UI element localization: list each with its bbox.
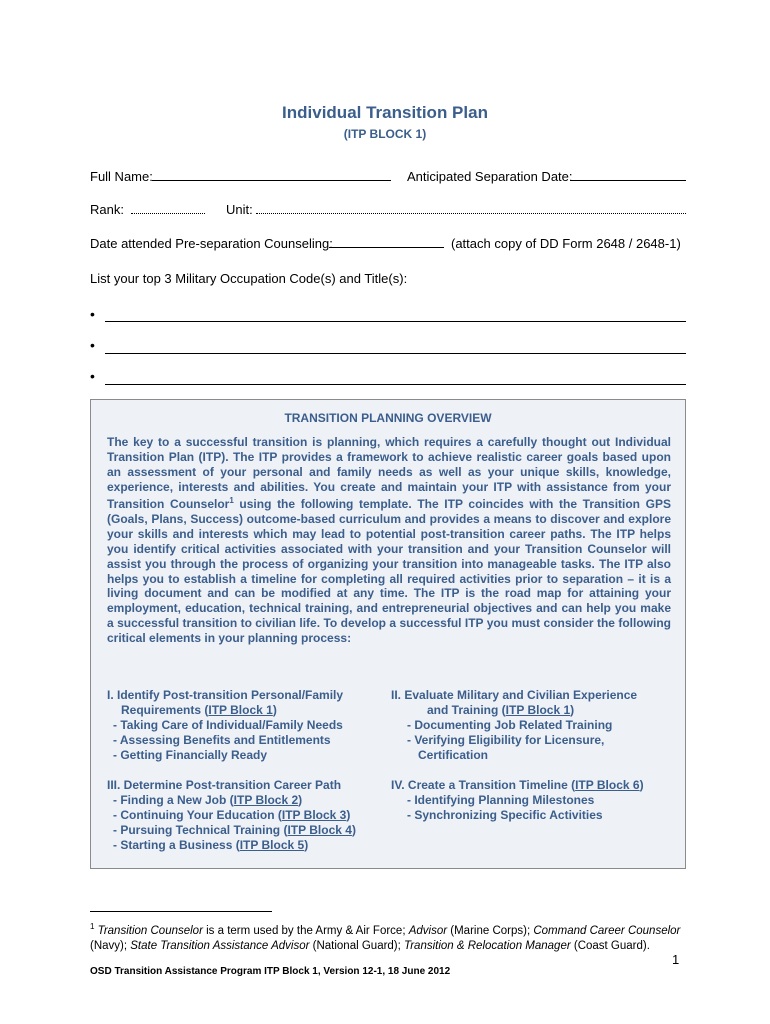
section-2-heading: II. Evaluate Military and Civilian Experience [391, 688, 638, 702]
overview-text-2: using the following template. The ITP coincides with the Transition GPS (Goals, Plans, Success) outcome-based curriculum and provides a means to discover and explore your skills and interests which may lead to potential post-transition career paths. The ITP helps you identify critical activities associated with your transition and your Transition Counselor will assist you through the process of organizing your transition into manageable tasks. The ITP also helps you to establish a timeline for completing all required activities prior to separation – it is a living document and can be modified at any time. The ITP is the road map for attaining your employment, education, technical training, and entrepreneurial objectives and can help you make a successful transition to civilian life. To develop a successful ITP you must consider the following critical elements in your planning process: [107, 497, 671, 645]
footnote-text: (Marine Corps); [447, 924, 534, 937]
section-1-heading-cont: Requirements ( [121, 703, 209, 717]
section-3-item: - Starting a Business ( [113, 838, 240, 852]
section-1-item: - Assessing Benefits and Entitlements [113, 733, 331, 747]
itp-block-2-link[interactable]: ITP Block 2 [233, 793, 299, 807]
moc-label: List your top 3 Military Occupation Code(s) and Title(s): [90, 271, 408, 286]
paren-close: ) [272, 703, 277, 717]
moc-field-3[interactable] [105, 384, 686, 385]
section-3-item: - Finding a New Job ( [113, 793, 234, 807]
counseling-label: Date attended Pre-separation Counseling: [90, 236, 333, 251]
section-4 [391, 778, 644, 823]
full-name-field[interactable] [152, 180, 391, 181]
overview-title: TRANSITION PLANNING OVERVIEW [284, 411, 492, 425]
separation-date-field[interactable] [570, 180, 686, 181]
bullet-2: • [90, 337, 95, 353]
overview-box [90, 399, 686, 869]
overview-text-1: The key to a successful transition is planning, which requires a carefully thought out Individual Transition Plan (ITP). The ITP provides a framework to achieve realistic career goals based upon an assessment of your personal and family needs as well as your unique skills, knowledge, experience, interests and abilities. You create and maintain your ITP with assistance from your Transition Counselor [107, 435, 671, 512]
section-2-heading-cont: and Training ( [427, 703, 506, 717]
footnote-text: (National Guard); [309, 939, 405, 952]
section-1 [107, 688, 343, 763]
unit-label: Unit: [226, 202, 253, 217]
unit-field[interactable] [256, 213, 686, 214]
paren-close: ) [346, 808, 351, 822]
moc-field-1[interactable] [105, 321, 686, 322]
overview-paragraph [107, 435, 671, 646]
footnote-term: Transition & Relocation Manager [404, 939, 571, 952]
section-1-heading: I. Identify Post-transition Personal/Family [107, 688, 344, 702]
paren-close: ) [570, 703, 575, 717]
page-title: Individual Transition Plan [282, 103, 488, 122]
footnote-term: Transition Counselor [97, 924, 203, 937]
attach-note: (attach copy of DD Form 2648 / 2648-1) [451, 236, 681, 251]
section-4-heading: IV. Create a Transition Timeline ( [391, 778, 576, 792]
itp-block-1-link[interactable]: ITP Block 1 [208, 703, 273, 717]
section-2-item: - Verifying Eligibility for Licensure, [407, 733, 605, 747]
section-2 [391, 688, 637, 763]
footnote [90, 919, 690, 954]
section-1-item: - Taking Care of Individual/Family Needs [113, 718, 343, 732]
paren-close: ) [351, 823, 356, 837]
itp-block-5-link[interactable]: ITP Block 5 [239, 838, 305, 852]
footnote-term: Advisor [408, 924, 448, 937]
paren-close: ) [298, 793, 303, 807]
section-2-item-cont: Certification [418, 748, 489, 762]
footnote-text: (Coast Guard). [570, 939, 650, 952]
itp-block-3-link[interactable]: ITP Block 3 [281, 808, 347, 822]
itp-block-6-link[interactable]: ITP Block 6 [575, 778, 640, 792]
footnote-ref: 1 [229, 496, 234, 506]
paren-close: ) [639, 778, 644, 792]
section-4-item: - Synchronizing Specific Activities [407, 808, 603, 822]
footnote-text: is a term used by the Army & Air Force; [202, 924, 409, 937]
page-number: 1 [672, 952, 680, 967]
bullet-1: • [90, 306, 95, 322]
rank-field[interactable] [131, 213, 205, 214]
section-2-item: - Documenting Job Related Training [407, 718, 613, 732]
footnote-text: (Navy); [90, 939, 131, 952]
rank-label: Rank: [90, 202, 124, 217]
section-3 [107, 778, 356, 853]
separation-date-label: Anticipated Separation Date: [407, 169, 573, 184]
footnote-mark: 1 [90, 922, 95, 931]
footnote-term: Command Career Counselor [533, 924, 681, 937]
itp-block-4-link[interactable]: ITP Block 4 [287, 823, 352, 837]
itp-block-1-link[interactable]: ITP Block 1 [505, 703, 571, 717]
section-3-item: - Pursuing Technical Training ( [113, 823, 288, 837]
paren-close: ) [304, 838, 309, 852]
footnote-divider [90, 911, 272, 912]
footnote-term: State Transition Assistance Advisor [130, 939, 310, 952]
section-3-heading: III. Determine Post-transition Career Path [107, 778, 342, 792]
section-3-item: - Continuing Your Education ( [113, 808, 282, 822]
section-4-item: - Identifying Planning Milestones [407, 793, 595, 807]
page-subtitle: (ITP BLOCK 1) [343, 127, 427, 141]
counseling-date-field[interactable] [329, 247, 444, 248]
full-name-label: Full Name: [90, 169, 153, 184]
bullet-3: • [90, 368, 95, 384]
moc-field-2[interactable] [105, 353, 686, 354]
page-footer: OSD Transition Assistance Program ITP Block 1, Version 12-1, 18 June 2012 [90, 966, 451, 977]
section-1-item: - Getting Financially Ready [113, 748, 268, 762]
